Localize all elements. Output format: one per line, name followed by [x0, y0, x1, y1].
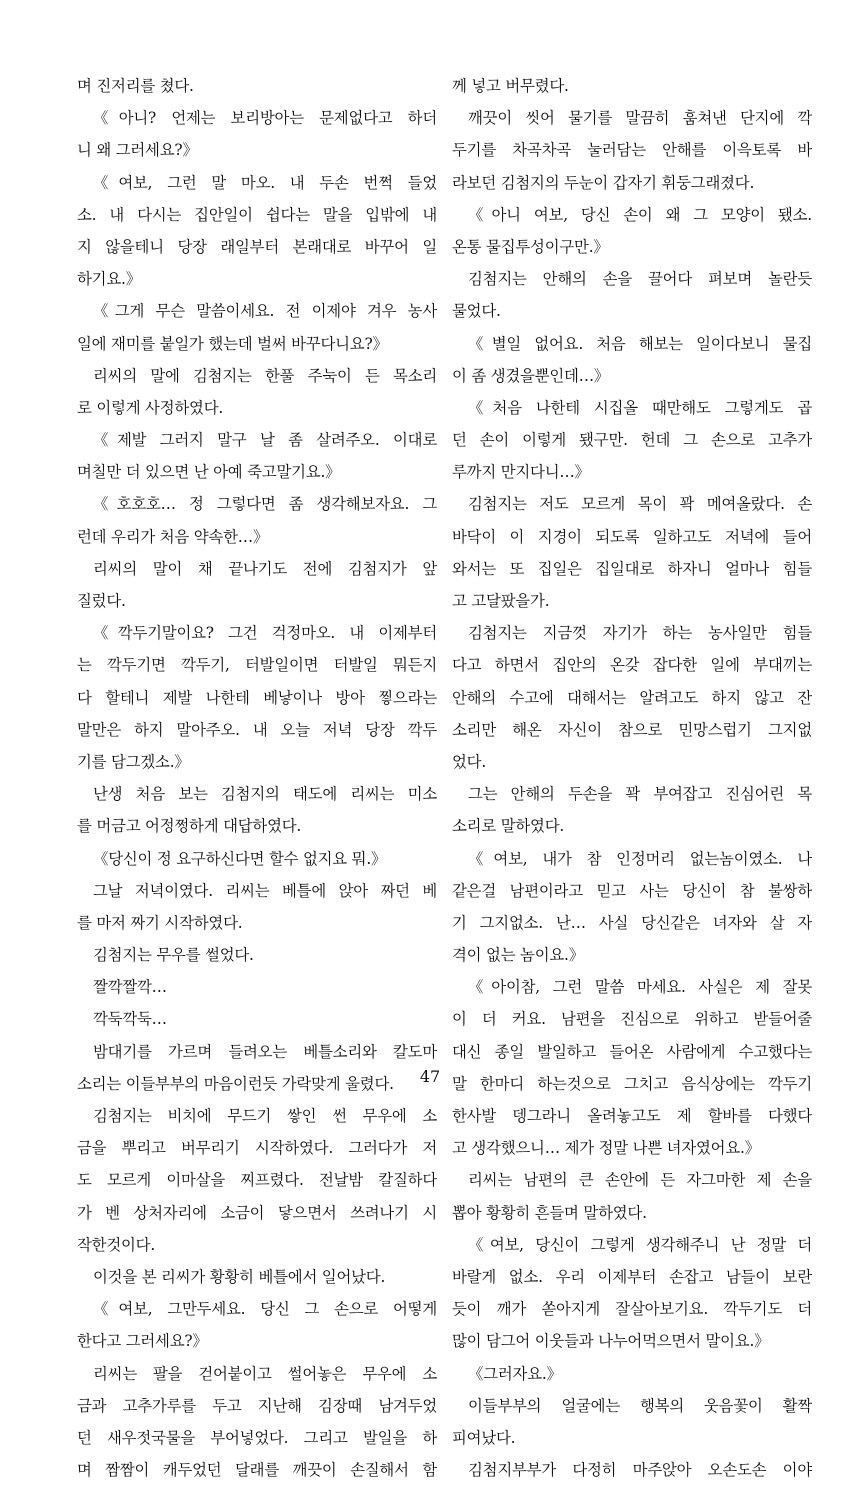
- text-line: 그날 저녁이였다. 리씨는 베틀에 앉아 짜던 베: [93, 881, 437, 900]
- text-line: 소. 내 다시는 집안일이 쉽다는 말을 입밖에 내: [77, 205, 437, 224]
- text-line: 다 할테니 제발 나한테 베낳이나 방아 찧으라는: [77, 688, 437, 707]
- text-line: 질렀다.: [77, 592, 126, 610]
- text-line: 말만은 하지 말아주오. 내 오늘 저녁 당장 깍두: [77, 720, 437, 739]
- text-line: 김첨지는 지금껏 자기가 하는 농사일만 힘들: [468, 624, 812, 643]
- text-line: 난생 처음 보는 김첨지의 태도에 리씨는 미소: [93, 785, 437, 804]
- text-line: 이들부부의 얼굴에는 행복의 웃음꽃이 활짝: [468, 1396, 812, 1415]
- text-line: 깍둑깍둑…: [93, 1010, 167, 1029]
- page-number: 47: [419, 1067, 441, 1086]
- text-line: 김첨지는 저도 모르게 목이 꽉 메여올랐다. 손: [468, 495, 812, 514]
- text-line: 금과 고추가루를 두고 지난해 김장때 남겨두었: [77, 1396, 437, 1415]
- text-line: 도 모르게 이마살을 찌프렸다. 전날밤 칼질하다: [77, 1171, 437, 1190]
- text-line: 를 머금고 어정쩡하게 대답하였다.: [77, 817, 302, 836]
- text-line: 다고 하면서 집안의 온갖 잡다한 일에 부대끼는: [452, 656, 812, 675]
- text-line: 뽑아 황황히 흔들며 말하였다.: [452, 1203, 647, 1222]
- text-line: 고 고달팠을가.: [452, 592, 550, 610]
- text-line: 밤대기를 가르며 들려오는 베틀소리와 칼도마: [93, 1042, 437, 1061]
- text-line: 소리만 해온 자신이 참으로 민망스럽기 그지없: [452, 720, 812, 739]
- text-line: 니 왜 그러세요?》: [77, 141, 198, 160]
- text-line: 격이 없는 놈이요.》: [452, 946, 584, 965]
- text-line: 루까지 만지다니…》: [452, 463, 590, 482]
- text-line: 《제발 그러지 말구 날 좀 살려주오. 이대로: [93, 431, 437, 450]
- text-line: 던 손이 이렇게 됐구만. 헌데 그 손으로 고추가: [452, 431, 812, 450]
- text-line: 라보던 김첨지의 두눈이 갑자기 휘둥그래졌다.: [452, 173, 755, 192]
- text-line: 김첨지는 비치에 무드기 쌓인 썬 무우에 소: [93, 1107, 437, 1125]
- text-line: 바랄게 없소. 우리 이제부터 손잡고 남들이 보란: [452, 1267, 812, 1286]
- text-line: 한사발 뎅그라니 올려놓고도 제 할바를 다했다: [452, 1107, 812, 1125]
- text-line: 리씨는 팔을 걷어붙이고 썰어놓은 무우에 소: [93, 1364, 437, 1383]
- text-line: 가 벤 상처자리에 소금이 닿으면서 쓰려나기 시: [77, 1203, 437, 1222]
- text-line: 물었다.: [452, 302, 501, 321]
- text-line: 지 않을테니 당장 래일부터 본래대로 바꾸어 일: [77, 237, 437, 256]
- text-line: 일에 재미를 붙일가 했는데 벌써 바꾸다니요?》: [77, 334, 388, 353]
- text-line: 며 진저리를 쳤다.: [77, 77, 194, 95]
- text-line: 《여보, 그런 말 마오. 내 두손 번쩍 들었: [93, 173, 437, 192]
- text-line: 《당신이 정 요구하신다면 할수 없지요 뭐.》: [93, 849, 387, 868]
- left-text-column: [77, 70, 437, 1486]
- text-line: 피여났다.: [452, 1428, 516, 1447]
- text-line: 깨끗이 씻어 물기를 말끔히 훔쳐낸 단지에 깍: [468, 109, 812, 128]
- text-line: 《처음 나한테 시집올 때만해도 그렇게도 곱: [468, 398, 812, 417]
- text-line: 금을 뿌리고 버무리기 시작하였다. 그러다가 저: [77, 1139, 437, 1158]
- text-line: 대신 종일 발일하고 들어온 사람에게 수고했다는: [452, 1042, 812, 1061]
- text-line: 리씨는 남편의 큰 손안에 든 자그마한 제 손을: [468, 1171, 812, 1190]
- text-line: 이것을 본 리씨가 황황히 베틀에서 일어났다.: [93, 1267, 386, 1286]
- text-line: 하기요.》: [77, 270, 141, 289]
- text-line: 말 한마디 하는것으로 그치고 음식상에는 깍두기: [452, 1074, 812, 1093]
- text-line: 작한것이다.: [77, 1235, 156, 1254]
- text-line: 리씨의 말에 김첨지는 한풀 주눅이 든 목소리: [93, 366, 437, 385]
- text-line: 《여보, 그만두세요. 당신 그 손으로 어떻게: [93, 1300, 437, 1319]
- text-line: 짤깍짤깍…: [93, 978, 167, 997]
- text-line: 로 이렇게 사정하였다.: [77, 398, 224, 417]
- text-line: 《여보, 내가 참 인정머리 없는놈이였소. 나: [468, 849, 812, 868]
- text-line: 안해의 수고에 대해서는 알려고도 하지 않고 잔: [452, 688, 812, 707]
- text-line: 며칠만 더 있으면 난 아예 죽고말기요.》: [77, 463, 341, 482]
- text-line: 《여보, 당신이 그렇게 생각해주니 난 정말 더: [468, 1235, 812, 1254]
- text-line: 김첨지는 안해의 손을 끌어다 펴보며 놀란듯: [468, 270, 812, 289]
- text-line: 김첨지부부가 다정히 마주앉아 오손도손 이야: [468, 1461, 812, 1480]
- text-line: 《그러자요.》: [468, 1364, 562, 1383]
- text-line: 《호호호… 정 그렇다면 좀 생각해보자요. 그: [93, 495, 437, 514]
- text-line: 《깍두기말이요? 그건 걱정마오. 내 이제부터: [93, 624, 437, 643]
- text-line: 기 그지없소. 난… 사실 당신같은 녀자와 살 자: [452, 913, 812, 932]
- text-line: 던 새우젓국물을 부어넣었다. 그리고 발일을 하: [77, 1428, 437, 1447]
- text-line: 소리로 말하였다.: [452, 817, 565, 836]
- text-line: 와서는 또 집일은 집일대로 하자니 얼마나 힘들: [452, 559, 812, 578]
- text-line: 《별일 없어요. 처음 해보는 일이다보니 물집: [468, 334, 812, 353]
- text-line: 를 마저 짜기 시작하였다.: [77, 913, 243, 932]
- text-line: 런데 우리가 처음 약속한…》: [77, 527, 269, 546]
- text-line: 이 더 커요. 남편을 진심으로 위하고 받들어줄: [452, 1010, 812, 1029]
- text-line: 《아니 여보, 당신 손이 왜 그 모양이 됐소.: [468, 205, 812, 224]
- text-line: 기를 담그겠소.》: [77, 752, 190, 771]
- text-line: 며 짬짬이 캐두었던 달래를 깨끗이 손질해서 함: [77, 1461, 437, 1480]
- text-line: 온통 물집투성이구만.》: [452, 237, 609, 256]
- text-line: 김첨지는 무우를 썰었다.: [93, 946, 254, 965]
- text-line: 고 생각했으니… 제가 정말 나쁜 녀자였어요.》: [452, 1139, 760, 1158]
- text-line: 소리는 이들부부의 마음이런듯 가락맞게 울렸다.: [77, 1074, 394, 1093]
- text-line: 듯이 깨가 쏟아지게 잘살아보기요. 깍두기도 더: [452, 1300, 812, 1319]
- text-line: 었다.: [452, 752, 487, 771]
- text-line: 이 좀 생겼을뿐인데…》: [452, 366, 610, 385]
- text-line: 리씨의 말이 채 끝나기도 전에 김첨지가 앞: [93, 559, 437, 578]
- right-text-column: [452, 70, 812, 1486]
- text-line: 같은걸 남편이라고 믿고 사는 당신이 참 불쌍하: [452, 881, 812, 900]
- text-line: 는 깍두기면 깍두기, 터발일이면 터발일 뭐든지: [77, 656, 437, 675]
- text-line: 많이 담그어 이웃들과 나누어먹으면서 말이요.》: [452, 1332, 770, 1351]
- text-line: 바닥이 이 지경이 되도록 일하고도 저녁에 들어: [452, 527, 812, 546]
- text-line: 《그게 무슨 말씀이세요. 전 이제야 겨우 농사: [93, 302, 437, 321]
- text-line: 한다고 그러세요?》: [77, 1332, 208, 1351]
- text-line: 《아니? 언제는 보리방아는 문제없다고 하더: [93, 109, 437, 128]
- text-line: 그는 안해의 두손을 꽉 부여잡고 진심어린 목: [468, 785, 812, 804]
- text-line: 《아이참, 그런 말씀 마세요. 사실은 제 잘못: [468, 978, 812, 997]
- text-line: 두기를 차곡차곡 눌러담는 안해를 이윽토록 바: [452, 141, 812, 160]
- text-line: 께 넣고 버무렸다.: [452, 77, 569, 95]
